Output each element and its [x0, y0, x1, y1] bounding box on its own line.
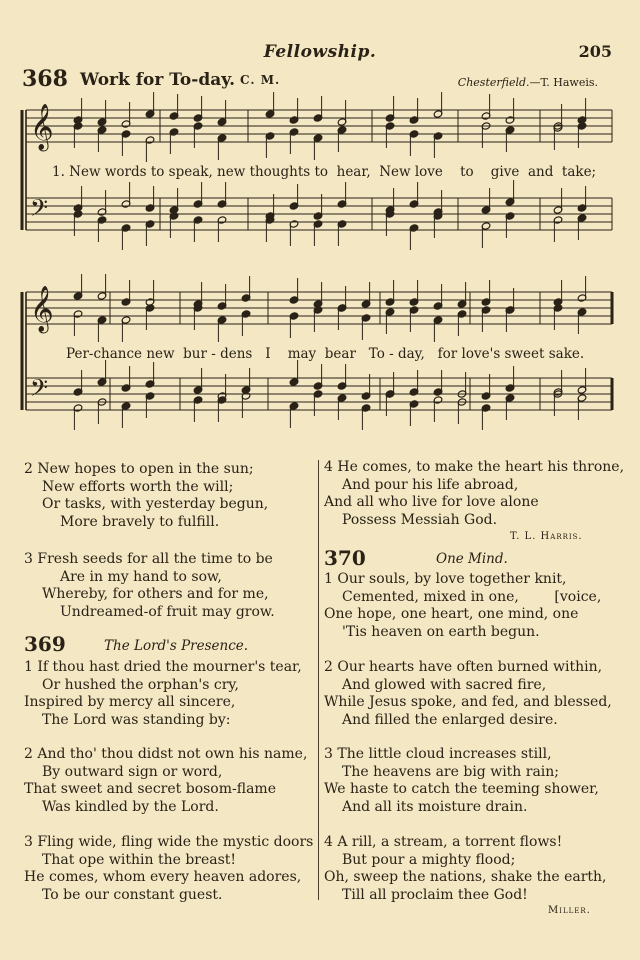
- verse-line: Are in my hand to sow,: [60, 568, 222, 585]
- verse-line: And all who live for love alone: [324, 494, 539, 510]
- verse-line: 3 Fling wide, fling wide the mystic doors: [24, 834, 314, 850]
- hymn-370-verse-1: [324, 571, 601, 641]
- page-number: 205: [578, 42, 612, 61]
- verse-line: 'Tis heaven on earth begun.: [342, 623, 540, 640]
- hymn-370-verse-2: [324, 659, 612, 729]
- verse-line: We haste to catch the teeming shower,: [324, 781, 599, 797]
- verse-line: And all its moisture drain.: [342, 798, 528, 815]
- verse-line: Or tasks, with yesterday begun,: [42, 496, 269, 512]
- treble-clef-icon: 𝄞: [30, 104, 54, 150]
- column-divider: [318, 460, 319, 900]
- treble-clef-icon: 𝄞: [30, 286, 54, 332]
- lyrics-line-1: 1. New words to speak, new thoughts to hear, New love to give and take;: [52, 164, 597, 180]
- hymn-369-number: 369: [24, 632, 66, 656]
- verse-line: New efforts worth the will;: [42, 478, 234, 495]
- verse-line: Till all proclaim thee God!: [342, 886, 528, 903]
- composer: —T. Haweis.: [529, 76, 598, 89]
- verse-line: Whereby, for others and for me,: [42, 586, 269, 602]
- hymn-369-verse-3: [24, 834, 313, 904]
- verse-line: The Lord was standing by:: [42, 711, 231, 728]
- verse-line: One hope, one heart, one mind, one: [324, 606, 579, 622]
- hymn-369-verse-1: [24, 659, 302, 729]
- verse-line: Was kindled by the Lord.: [42, 798, 219, 815]
- hymn-368-verse-3: [24, 551, 275, 621]
- verse-line: 2 And tho' thou didst not own his name,: [24, 746, 308, 762]
- tune-name: Chesterfield.: [457, 76, 530, 89]
- hymn-370-title: One Mind.: [436, 551, 508, 567]
- hymn-368-author: T. L. Harris.: [510, 531, 583, 542]
- verse-line: The heavens are big with rain;: [342, 763, 560, 780]
- verse-line: Possess Messiah God.: [342, 511, 498, 528]
- bass-clef-icon: 𝄢: [30, 374, 49, 407]
- verse-line: 1 Our souls, by love together knit,: [324, 571, 567, 587]
- verse-line: To be our constant guest.: [42, 886, 223, 903]
- hymn-370-verse-4: [324, 834, 606, 904]
- hymn-368-verse-4: [324, 459, 624, 529]
- verse-line: That ope within the breast!: [42, 851, 237, 868]
- verse-line: And glowed with sacred fire,: [342, 676, 547, 693]
- verse-line: 2 New hopes to open in the sun;: [24, 461, 254, 477]
- verse-line: Oh, sweep the nations, shake the earth,: [324, 869, 607, 885]
- bass-clef-icon: 𝄢: [30, 194, 49, 227]
- hymn-370-number: 370: [324, 546, 366, 570]
- section-title: Fellowship.: [263, 42, 377, 62]
- hymn-369-verse-2: [24, 746, 307, 816]
- verse-line: While Jesus spoke, and fed, and blessed,: [324, 694, 612, 710]
- verse-line: But pour a mighty flood;: [342, 851, 516, 868]
- hymn-368-verse-2: [24, 461, 268, 531]
- verse-line: More bravely to fulfill.: [60, 513, 220, 530]
- verse-line: Undreamed-of fruit may grow.: [60, 603, 275, 620]
- verse-line: 3 Fresh seeds for all the time to be: [24, 551, 273, 567]
- verse-line: Cemented, mixed in one, [voice,: [342, 588, 602, 605]
- hymn-title: Work for To-day.: [80, 70, 236, 90]
- verse-line: And pour his life abroad,: [342, 476, 519, 493]
- verse-line: 2 Our hearts have often burned within,: [324, 659, 603, 675]
- music-score: [0, 0, 640, 460]
- verse-line: He comes, whom every heaven adores,: [24, 869, 302, 885]
- verse-line: And filled the enlarged desire.: [342, 711, 558, 728]
- hymn-number: 368: [22, 66, 68, 92]
- verse-line: 4 A rill, a stream, a torrent flows!: [324, 834, 563, 850]
- verse-line: By outward sign or word,: [42, 763, 223, 780]
- staff-systems: [22, 92, 612, 430]
- hymn-370-author: Miller.: [548, 905, 591, 916]
- verse-line: 3 The little cloud increases still,: [324, 746, 552, 762]
- verse-line: 1 If thou hast dried the mourner's tear,: [24, 659, 302, 675]
- lyrics-line-2: Per-chance new bur - dens I may bear To - day, for love's sweet sake.: [66, 346, 585, 362]
- hymn-370-verse-3: [324, 746, 599, 816]
- hymn-meter: C. M.: [240, 73, 281, 87]
- verse-line: That sweet and secret bosom-flame: [24, 781, 276, 797]
- hymn-369-title: The Lord's Presence.: [104, 638, 249, 654]
- verse-line: Inspired by mercy all sincere,: [24, 694, 236, 710]
- verse-line: Or hushed the orphan's cry,: [42, 676, 239, 693]
- verse-line: 4 He comes, to make the heart his throne,: [324, 459, 625, 475]
